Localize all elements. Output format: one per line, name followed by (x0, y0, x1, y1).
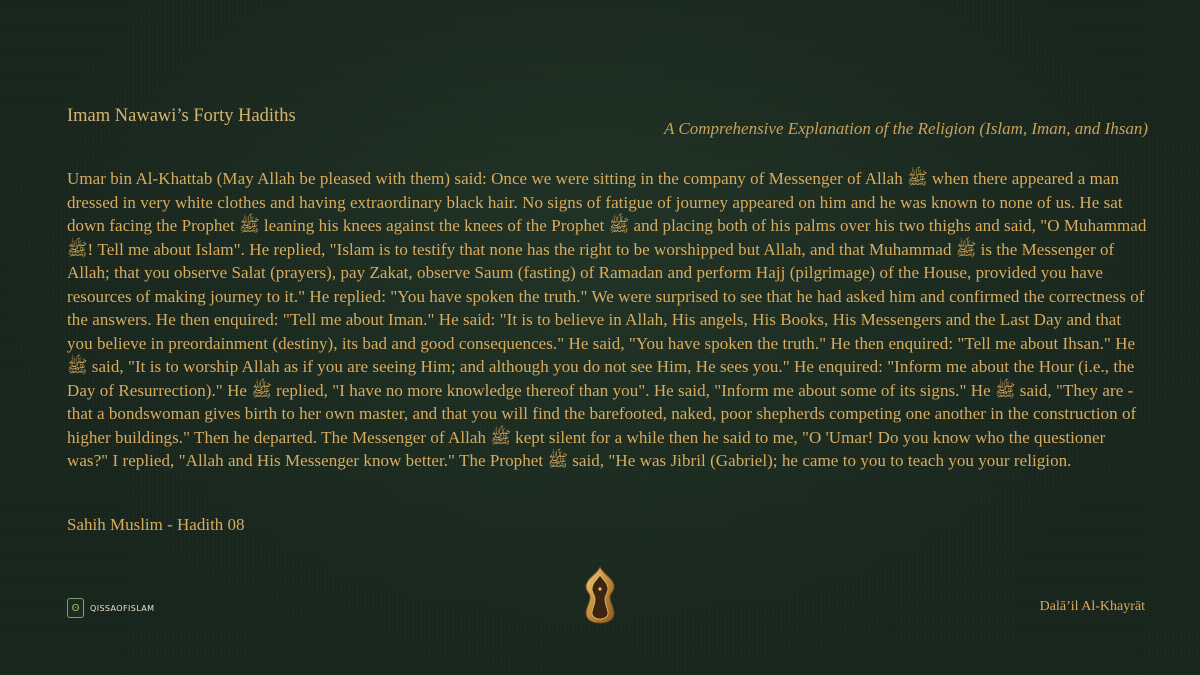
qissaofislam-logo-icon: ʘ (67, 598, 84, 618)
subtitle: A Comprehensive Explanation of the Religion (Islam, Iman, and Ihsan) (664, 119, 1148, 138)
islamic-arch-ornament-icon (584, 565, 616, 625)
brand-name: QISSAOFISLAM (90, 603, 155, 613)
header-title: Imam Nawawi’s Forty Hadiths (67, 106, 296, 126)
footer-right-title: Dalā’il Al-Khayrāt (1039, 599, 1145, 614)
hadith-text: Umar bin Al-Khattab (May Allah be pleased with them) said: Once we were sitting in the company of Messenger of Allah ﷺ when there appeared a man dressed in very white clothes and having extraordinary black hair. No signs of fatigue of journey appeared on him and he was known to none of us. He sat down facing the Prophet ﷺ leaning his knees against the knees of the Prophet ﷺ and placing both of his palms over his two thighs and said, "O Muhammad ﷺ! Tell me about Islam". He replied, "Islam is to testify that none has the right to be worshipped but Allah, and that Muhammad ﷺ is the Messenger of Allah; that you observe Salat (prayers), pay Zakat, observe Saum (fasting) of Ramadan and perform Hajj (pilgrimage) of the House, provided you have resources of making journey to it." He replied: "You have spoken the truth." We were surprised to see that he had asked him and confirmed the correctness of the answers. He then enquired: "Tell me about Iman." He said: "It is to believe in Allah, His angels, His Books, His Messengers and the Last Day and that you believe in preordainment (destiny), its bad and good consequences." He said, "You have spoken the truth." He then enquired: "Tell me about Ihsan." He ﷺ said, "It is to worship Allah as if you are seeing Him; and although you do not see Him, He sees you." He enquired: "Inform me about the Hour (i.e., the Day of Resurrection)." He ﷺ replied, "I have no more knowledge thereof than you". He said, "Inform me about some of its signs." He ﷺ said, "They are - that a bondswoman gives birth to her own master, and that you will find the barefooted, naked, poor shepherds competing one another in the construction of higher buildings." Then he departed. The Messenger of Allah ﷺ kept silent for a while then he said to me, "O 'Umar! Do you know who the questioner was?" I replied, "Allah and His Messenger know better." The Prophet ﷺ said, "He was Jibril (Gabriel); he came to you to teach you your religion. (67, 169, 1147, 470)
brand (67, 598, 154, 618)
hadith-source: Sahih Muslim - Hadith 08 (67, 515, 245, 534)
